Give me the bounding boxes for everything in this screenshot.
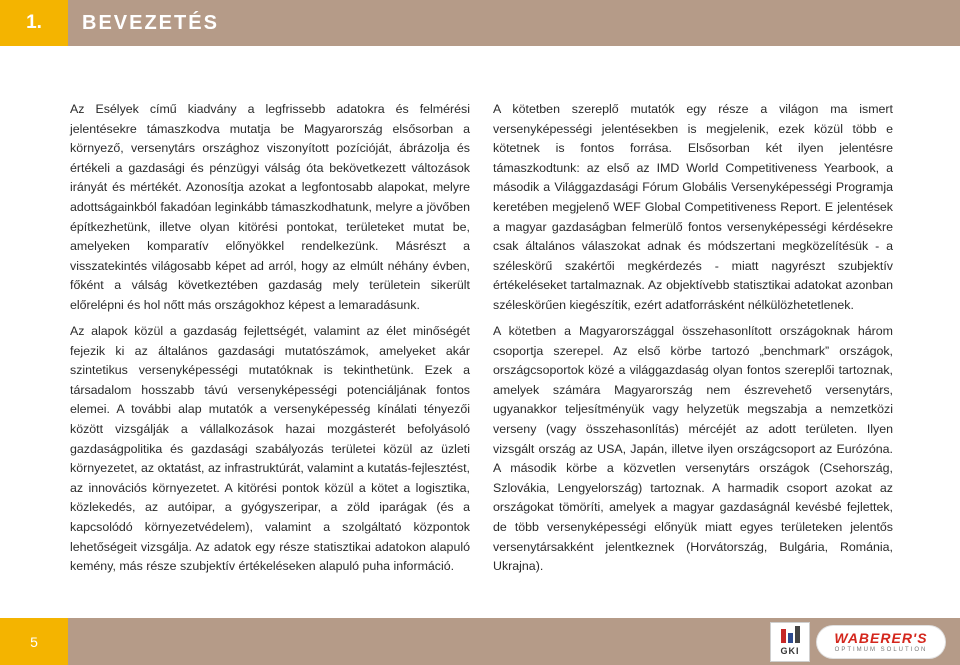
paragraph-text: Az alapok közül a gazdaság fejlettségét, valamint az élet minőségét fejezik ki az általános gazdasági mutatószámok, amelyeket akár szintetikus versenyképességi mutatóknak is tekinthetünk. Ezek a társadalom hosszabb távú versenyképességi potenciáljának fontos elemei. A további alap mutatók a versenyképesség kínálati tényezői között vizsgálják a vállalkozások hazai mozgásterét befolyásoló gazdaságpolitika és gazdasági szabályozás területei közül az üzleti környezetet, az oktatást, az infrastruktúrát, valamint a kutatás-fejlesztést, az innovációs környezetet. A kitörési pontok közül a kötet a logisztika, közlekedés, az autóipar, a gyógyszeripar, a zöld iparágak (és a kapcsolódó környezetvédelem), valamint a szolgáltató központok lehetőségeit vizsgálja. Az adatok egy része statisztikai adatokon alapuló kemény, más része szubjektív értékeléseken alapuló puha információ. [70,324,470,574]
waberers-logo [817,626,945,658]
left-paragraph-1 [70,100,470,316]
left-paragraph-2 [70,322,470,577]
chapter-number: 1. [0,0,68,46]
chapter-title: BEVEZETÉS [68,0,960,46]
right-paragraph-1 [493,100,893,316]
gki-logo [770,622,810,662]
right-paragraph-2 [493,322,893,577]
waberers-logo-text: WABERER'S [834,629,928,646]
chapter-header [0,0,960,46]
gki-logo-text: GKI [780,645,800,656]
paragraph-text: Az Esélyek című kiadvány a legfrissebb adatokra és felmérési jelentésekre támaszkodva mutatja be Magyarország elsősorban a környező, versenytárs országhoz viszonyított pozícióját, ábrázolja és értékeli a gazdasági és pénzügyi válság óta bekövetkezett változások irányát és mértékét. Azonosítja azokat a legfontosabb alapokat, melyre adottságainkból fakadóan leginkább támaszkodhatunk, melyre a jövőben építkezhetünk, illetve olyan kitörési pontokat, területeket mutat be, amelyeken komparatív előnyökkel rendelkezünk. Másrészt a visszatekintés világosabb képet ad arról, hogy az elmúlt néhány évben, főként a válság következtében gazdaság mely területein sikerült előrelépni és hol nőtt más országokhoz képest a lemaradásunk. [70,102,470,312]
page-number: 5 [0,618,68,665]
waberers-logo-subtitle: OPTIMUM SOLUTION [834,646,928,653]
page-footer [0,618,960,665]
paragraph-text: A kötetben a Magyarországgal összehasonlított országoknak három csoportja szerepel. Az első körbe tartozó „benchmark” országok, országcsoportok közé a világgazdaság olyan fontos szereplői tartoznak, amelyek számára Magyarország nem észrevehető versenytárs, ugyanakkor teljesítményük vagy helyzetük megszabja a nemzetközi verseny (vagy összehasonlítás) mércéjét az adott területen. Ilyen vizsgált ország az USA, Japán, illetve ilyen országcsoport az Eurózóna. A második körbe a közvetlen versenytárs országok (Csehország, Szlovákia, Lengyelország) tartoznak. A harmadik csoport azokat az országokat tömöríti, amelyek a magyar gazdaságnál kevésbé fejlettek, de több versenyképességi előnyük miatt egyes területeken jelentős versenytársakként jelentkeznek (Horvátország, Bulgária, Románia, Ukrajna). [493,324,893,574]
paragraph-text: A kötetben szereplő mutatók egy része a világon ma ismert versenyképességi jelentésekben is megjelenik, ezek közül több e kötetnek is fontos forrása. Elsősorban két ilyen jelentésre támaszkodtunk: az első az IMD World Competitiveness Yearbook, a második a Világgazdasági Fórum Globális Versenyképességi Programja keretében megjelenő WEF Global Competitiveness Report. E jelentések a magyar gazdaságban felmerülő fontos versenyképességi kérdésekre csak általános válaszokat adnak és módszertani megközelítésük - a széleskörű szakértői megkérdezés - miatt nagyrészt szubjektív értékeléseket tartalmaznak. Az objektívebb statisztikai adatokat azonban széleskörűen kiegészítik, ezért adatforrásként nélkülözhetetlenek. [493,102,893,312]
gki-logo-icon [781,629,800,643]
